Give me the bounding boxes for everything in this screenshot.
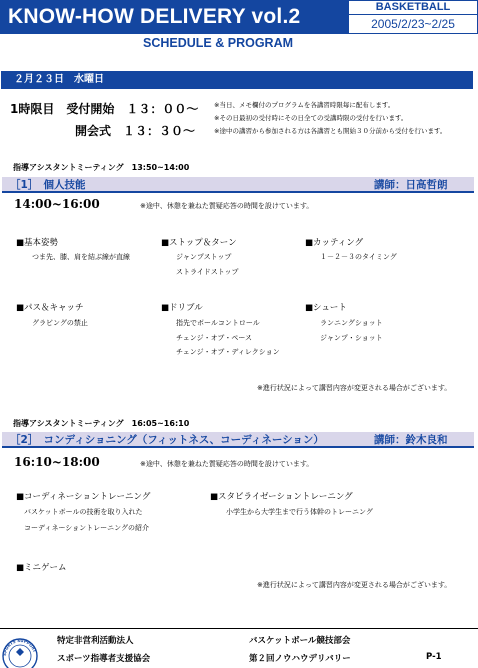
page-title: KNOW-HOW DELIVERY vol.2 — [8, 5, 301, 28]
topic-detail: バスケットボールの技術を取り入れた — [24, 508, 143, 516]
topic-heading: ■カッティング — [305, 238, 364, 248]
topic-detail: つま先、膝、肩を結ぶ線が直線 — [32, 253, 130, 261]
topic-detail: コーディネーショントレーニングの紹介 — [24, 524, 150, 532]
org-name: スポーツ指導者支援協会 — [57, 654, 151, 664]
session-time: 16:10~18:00 — [14, 455, 100, 469]
footer-divider — [0, 628, 478, 629]
topic-detail: グラビングの禁止 — [32, 319, 88, 327]
opening-note: ※途中の講習から参加される方は各講習とも開始３０分前から受付を行います。 — [214, 127, 447, 135]
topic-detail: チェンジ・オブ・ディレクション — [176, 348, 280, 356]
topic-heading: ■シュート — [305, 303, 347, 313]
topic-heading: ■ストップ＆ターン — [161, 238, 237, 248]
topic-detail: ストライドストップ — [176, 268, 239, 276]
lecturer-name: 講師：鈴木良和 — [374, 434, 448, 446]
topic-heading: ■ミニゲーム — [16, 563, 67, 573]
topic-detail: ランニングショット — [320, 319, 383, 327]
page-number: P-1 — [426, 652, 442, 662]
day-heading: ２月２３日 水曜日 — [1, 71, 473, 89]
logo-text: SPORTS SUPPORT — [1, 637, 38, 657]
opening-ceremony: 開会式 １３：３０～ — [75, 124, 196, 138]
event-name: 第２回ノウハウデリバリー — [249, 654, 351, 664]
topic-detail: チェンジ・オブ・ペース — [176, 334, 253, 342]
session-time: 14:00~16:00 — [14, 197, 100, 211]
assistant-meeting: 指導アシスタントミーティング 13:50~14:00 — [13, 163, 190, 172]
change-footnote: ※進行状況によって講習内容が変更される場合がございます。 — [257, 384, 452, 392]
topic-detail: 小学生から大学生まで行う体幹のトレーニング — [226, 508, 373, 516]
topic-detail: ジャンプストップ — [176, 253, 232, 261]
section-title: ［1］ 個人技能 — [10, 179, 86, 191]
change-footnote: ※進行状況によって講習内容が変更される場合がございます。 — [257, 581, 452, 589]
logo-mark — [0, 630, 42, 668]
topic-detail: 指先でボールコントロール — [176, 319, 260, 327]
topic-detail: １－２－３のタイミング — [320, 253, 397, 261]
section-title: ［2］ コンディショニング（フィットネス、コーディネーション） — [10, 434, 324, 446]
section-header — [2, 432, 474, 448]
topic-detail: ジャンプ・ショット — [320, 334, 383, 342]
org-line: 特定非営利活動法人 — [57, 636, 134, 646]
topic-heading: ■パス＆キャッチ — [16, 303, 84, 313]
period-reception: 1時限目 受付開始 １３：００～ — [10, 102, 199, 116]
topic-heading: ■基本姿勢 — [16, 238, 59, 248]
opening-note: ※当日、メモ欄付のプログラムを各講習時限毎に配布します。 — [214, 101, 395, 109]
event-dept: バスケットボール競技部会 — [249, 636, 351, 646]
time-note: ※途中、休憩を兼ねた質疑応答の時間を設けています。 — [140, 460, 314, 468]
section-header — [2, 177, 474, 193]
assistant-meeting: 指導アシスタントミーティング 16:05~16:10 — [13, 419, 190, 428]
opening-note: ※その日最初の受付時にその日全ての受講時限の受付を行います。 — [214, 114, 408, 122]
organization-logo — [0, 630, 42, 668]
sport-label: BASKETBALL — [348, 0, 478, 15]
date-range: 2005/2/23~2/25 — [348, 15, 478, 34]
page-subtitle: SCHEDULE & PROGRAM — [143, 36, 294, 50]
time-note: ※途中、休憩を兼ねた質疑応答の時間を設けています。 — [140, 202, 314, 210]
lecturer-name: 講師：日高哲朗 — [374, 179, 448, 191]
topic-heading: ■ドリブル — [161, 303, 203, 313]
topic-heading: ■コーディネーショントレーニング — [16, 492, 151, 502]
topic-heading: ■スタビライゼーショントレーニング — [210, 492, 353, 502]
